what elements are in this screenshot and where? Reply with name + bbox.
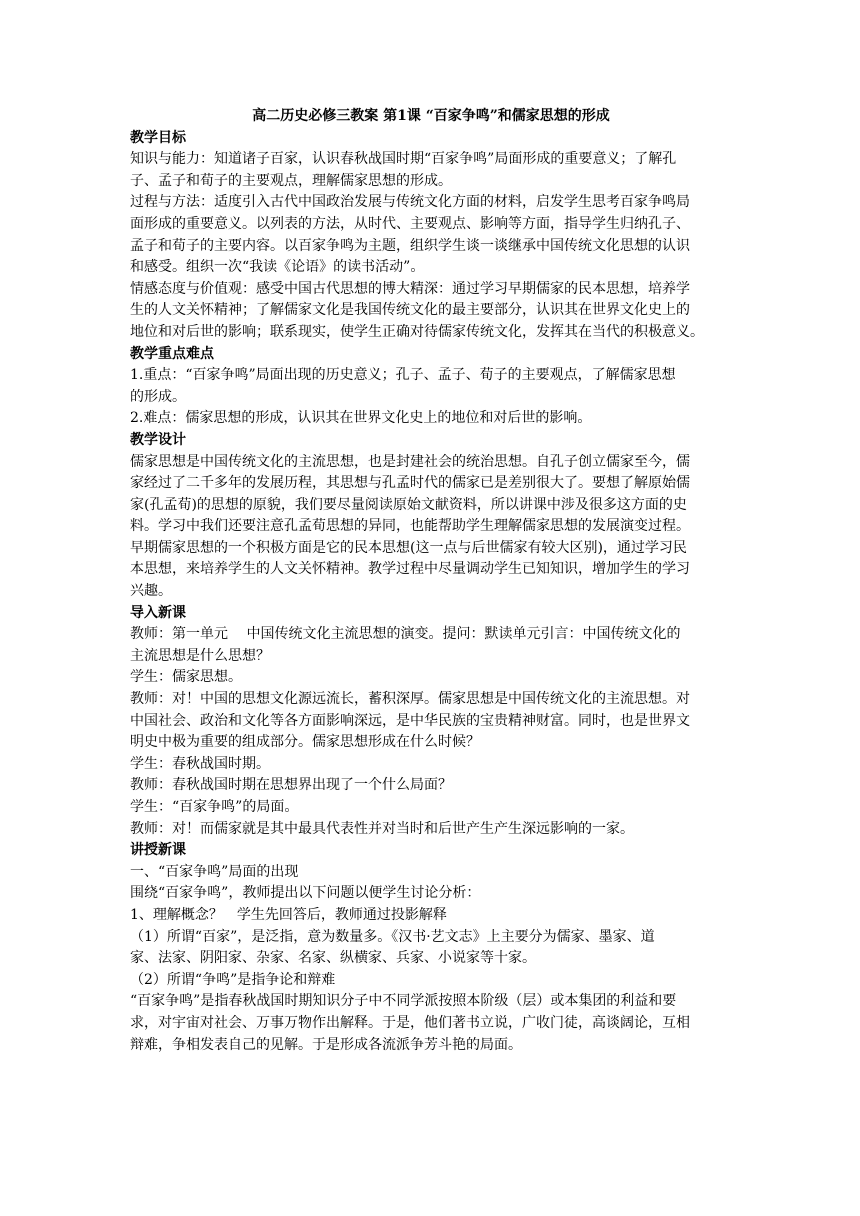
text-line: 面形成的重要意义。以列表的方法，从时代、主要观点、影响等方面，指导学生归纳孔子、 [130,215,690,232]
text-line: 过程与方法：适度引入古代中国政治发展与传统文化方面的材料，启发学生思考百家争鸣局 [130,194,690,211]
paragraph [130,667,732,689]
text-line: 孟子和荀子的主要内容。以百家争鸣为主题，组织学生谈一谈继承中国传统文化思想的认识 [130,237,690,254]
text-line: 生的人文关怀精神；了解儒家文化是我国传统文化的最主要部分，认识其在世界文化史上的 [130,302,690,319]
text-line: 1.重点：“百家争鸣”局面出现的历史意义；孔子、孟子、荀子的主要观点，了解儒家思想 [130,367,676,384]
paragraph [130,970,732,992]
text-line: 1、理解概念？ 学生先回答后，教师通过投影解释 [130,906,447,923]
text-line: 围绕“百家争鸣”，教师提出以下问题以便学生讨论分析： [130,885,481,902]
section-heading: 教学目标 [130,129,186,146]
text-line: 主流思想是什么思想？ [130,647,270,664]
paragraph [130,927,732,970]
text-line: 中国社会、政治和文化等各方面影响深远，是中华民族的宝贵精神财富。同时，也是世界文 [130,712,690,729]
text-line: 求，对宇宙对社会、万事万物作出解释。于是，他们著书立说，广收门徒，高谈阔论，互相 [130,1014,690,1031]
text-line: 学生：儒家思想。 [130,669,242,686]
text-line: 教师：第一单元 中国传统文化主流思想的演变。提问：默读单元引言：中国传统文化的 [130,626,681,643]
text-line: （1）所谓“百家”，是泛指，意为数量多。《汉书·艺文志》上主要分为儒家、墨家、道 [130,928,655,945]
text-line: 早期儒家思想的一个积极方面是它的民本思想(这一点与后世儒家有较大区别)，通过学习民 [130,539,687,556]
paragraph [130,819,732,841]
text-line: 儒家思想是中国传统文化的主流思想，也是封建社会的统治思想。自孔子创立儒家至今，儒 [130,453,690,470]
text-line: 教师：对！中国的思想文化源远流长，蓄积深厚。儒家思想是中国传统文化的主流思想。对 [130,691,690,708]
text-line: （2）所谓“争鸣”是指争论和辩难 [130,971,336,988]
paragraph [130,775,732,797]
paragraph [130,365,732,408]
paragraph [130,452,732,603]
document-title: 高二历史必修三教案 第1课 “百家争鸣”和儒家思想的形成 [252,108,610,124]
paragraph [130,754,732,776]
text-line: 兴趣。 [130,583,172,600]
text-line: 地位和对后世的影响；联系现实，使学生正确对待儒家传统文化，发挥其在当代的积极意义。 [130,323,704,340]
text-line: “百家争鸣”是指春秋战国时期知识分子中不同学派按照本阶级（层）或本集团的利益和要 [130,993,677,1010]
paragraph [130,905,732,927]
paragraph [130,991,732,1056]
paragraph [130,689,732,754]
text-line: 学生：春秋战国时期。 [130,755,270,772]
section-heading: 讲授新课 [130,842,186,859]
section-heading: 导入新课 [130,604,186,621]
text-line: 本思想，来培养学生的人文关怀精神。教学过程中尽量调动学生已知知识，增加学生的学习 [130,561,690,578]
text-line: 一、“百家争鸣”局面的出现 [130,863,299,880]
text-line: 和感受。组织一次“我读《论语》的读书活动”。 [130,259,425,276]
paragraph [130,862,732,884]
paragraph [130,624,732,667]
text-line: 料。学习中我们还要注意孔孟荀思想的异同，也能帮助学生理解儒家思想的发展演变过程。 [130,518,690,535]
text-line: 家、法家、阴阳家、杂家、名家、纵横家、兵家、小说家等十家。 [130,950,536,967]
section-heading: 教学设计 [130,431,186,448]
text-line: 家经过了二千多年的发展历程，其思想与孔孟时代的儒家已是差别很大了。要想了解原始儒 [130,475,690,492]
text-line: 辩难，争相发表自己的见解。于是形成各流派争芳斗艳的局面。 [130,1036,522,1053]
document-body [130,106,732,1056]
paragraph [130,149,732,192]
paragraph [130,883,732,905]
text-line: 教师：对！而儒家就是其中最具代表性并对当时和后世产生产生深远影响的一家。 [130,820,634,837]
paragraph [130,797,732,819]
text-line: 的形成。 [130,388,186,405]
text-line: 情感态度与价值观：感受中国古代思想的博大精深：通过学习早期儒家的民本思想，培养学 [130,280,690,297]
section-heading: 教学重点难点 [130,345,214,362]
text-line: 子、孟子和荀子的主要观点，理解儒家思想的形成。 [130,172,452,189]
text-line: 家(孔孟荀)的思想的原貌，我们要尽量阅读原始文献资料，所以讲课中涉及很多这方面的史 [130,496,687,513]
paragraph [130,408,732,430]
text-line: 明史中极为重要的组成部分。儒家思想形成在什么时候？ [130,734,480,751]
text-line: 学生：“百家争鸣”的局面。 [130,799,299,815]
paragraph [130,279,732,344]
text-line: 知识与能力：知道诸子百家，认识春秋战国时期“百家争鸣”局面形成的重要意义；了解孔 [130,151,677,168]
text-line: 2.难点：儒家思想的形成，认识其在世界文化史上的地位和对后世的影响。 [130,410,592,427]
paragraph [130,192,732,278]
text-line: 教师：春秋战国时期在思想界出现了一个什么局面？ [130,777,452,794]
